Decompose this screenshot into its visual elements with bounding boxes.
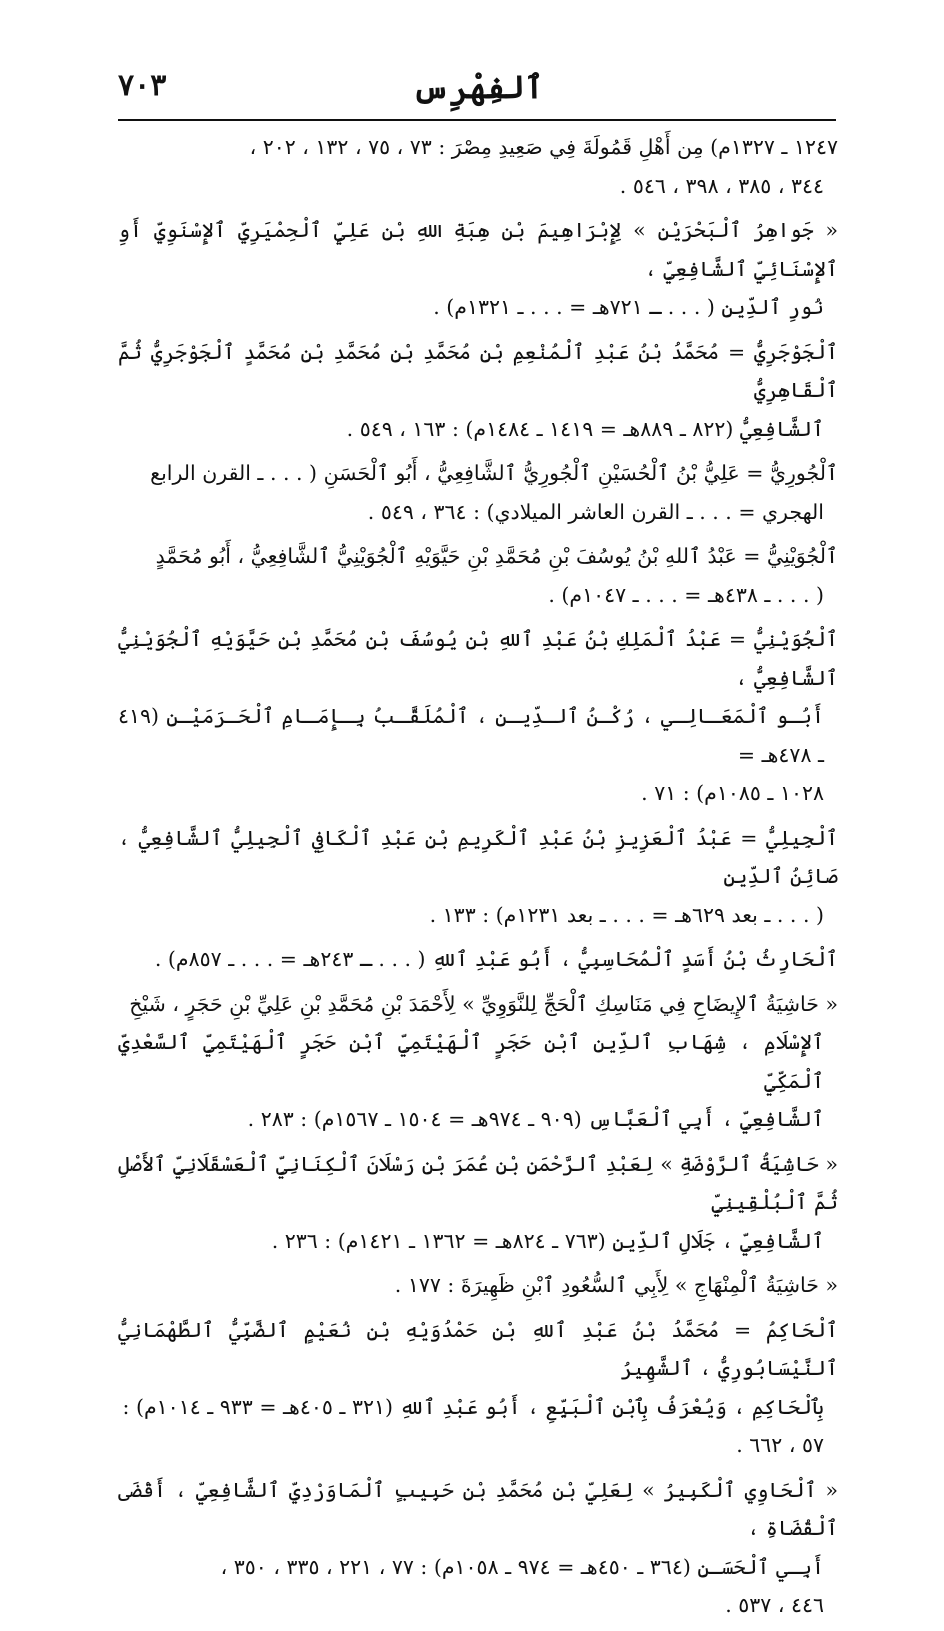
header-divider: [118, 119, 836, 121]
index-entry: [118, 333, 838, 449]
index-entry: [118, 211, 838, 327]
entry-continuation-line: ٱلشَّافِعِيِّ ، أَبِي ٱلْعَبَّاسِ (٩٠٩ ـ ٩٧٤هـ = ١٥٠٤ ـ ١٥٦٧م) : ٢٨٣ .: [247, 1107, 824, 1131]
page-header: [118, 62, 838, 120]
entry-headword-line: ١٢٤٧ ـ ١٣٢٧م) مِن أَهْلِ قَمُولَةَ فِي صَعِيدِ مِصْرَ : ٧٣ ، ٧٥ ، ١٣٢ ، ٢٠٢ ،: [249, 135, 838, 159]
index-entry: [118, 1266, 838, 1305]
entry-headword-line: ٱلْحَاكِمُ = مُحَمَّدُ بْنُ عَبْدِ ٱللهِ بْنِ حَمْدُوَيْهِ بْنِ نُعَيْمٍ ٱلضَّبِّيُّ ٱلطَّهْمَانِيُّ ٱلنَّيْسَابُورِيُّ ، ٱلشَّهِيرُ: [118, 1317, 838, 1380]
entry-headword-line: « جَواهِرُ ٱلْبَحْرَيْنِ » لِإِبْرَاهِيمَ بْنِ هِبَةِ اللهِ بْنِ عَلِيٍّ ٱلْحِمْيَرِيِّ ٱلإِسْنَوِيِّ أَوِ ٱلإِسْنَائِيِّ ٱلشَّافِعِيِّ ،: [118, 218, 838, 281]
index-entry: [118, 985, 838, 1139]
index-entry: [118, 454, 838, 531]
entry-headword-line: « حَاشِيَةُ ٱلإِيضَاحِ فِي مَنَاسِكِ ٱلْحَجِّ لِلنَّوَوِيِّ » لِأَحْمَدَ بْنِ مُحَمَّدِ بْنِ عَلِيِّ بْنِ حَجَرٍ ، شَيْخِ: [129, 991, 838, 1016]
entry-continuation-line: ٤٤٦ ، ٥٣٧ .: [725, 1593, 824, 1617]
entry-continuation-line: ٱلشَّافِعِيُّ (٨٢٢ ـ ٨٨٩هـ = ١٤١٩ ـ ١٤٨٤م) : ١٦٣ ، ٥٤٩ .: [346, 416, 824, 441]
entry-headword-line: ٱلْجُوَيْنِيُّ = عَبْدُ ٱلْمَلِكِ بْنُ عَبْدِ ٱللهِ بْنِ يُوسُفَ بْنِ مُحَمَّدِ بْنِ حَيَّوَيْهِ ٱلْجُوَيْنِيُّ ٱلشَّافِعِيُّ ،: [118, 627, 838, 690]
entry-continuation-line: ( . . . ـ بعد ٦٢٩هـ = . . . ـ بعد ١٢٣١م) : ١٣٣ .: [429, 902, 824, 927]
entry-continuation-line: ( . . . ـ ٤٣٨هـ = . . . ـ ١٠٤٧م) .: [548, 582, 824, 607]
page-number: ٧٠٣: [118, 68, 167, 103]
index-entry: [118, 819, 838, 935]
entry-continuation-line: ٥٧ ، ٦٦٢ .: [736, 1433, 824, 1457]
index-entries: [118, 128, 838, 1631]
entry-headword-line: ٱلْجَوْجَرِيُّ = مُحَمَّدُ بْنُ عَبْدِ ٱلْمُنْعِمِ بْنِ مُحَمَّدِ بْنِ مُحَمَّدِ بْنِ مُحَمَّدٍ ٱلْجَوْجَرِيُّ ثُمَّ ٱلْقَاهِرِيُّ: [118, 339, 838, 402]
entry-headword-line: ٱلْجُوَيْنِيُّ = عَبْدُ ٱللهِ بْنُ يُوسُفَ بْنِ مُحَمَّدِ بْنِ حَيَّوَيْهِ ٱلْجُوَيْنِيُّ ٱلشَّافِعِيُّ ، أَبُو مُحَمَّدٍ: [155, 544, 838, 568]
index-entry: [118, 1311, 838, 1465]
entry-continuation-line: نُورِ ٱلدِّينِ ( . . . ـ ٧٢١هـ = . . . ـ ١٣٢١م) .: [433, 295, 824, 319]
index-entry: [118, 128, 838, 205]
index-entry: [118, 940, 838, 979]
index-entry: [118, 1145, 838, 1261]
entry-headword-line: « حَاشِيَةُ ٱلرَّوْضَةِ » لِعَبْدِ ٱلرَّحْمَنِ بْنِ عُمَرَ بْنِ رَسْلَانَ ٱلْكِنَانِيِّ ٱلْعَسْقَلَانِيِّ ٱلأَصْلِ ثُمَّ ٱلْبُلْقِينِيِّ: [118, 1151, 838, 1214]
entry-continuation-line: أَبِـي ٱلْحَسَـنِ (٣٦٤ ـ ٤٥٠هـ = ٩٧٤ ـ ١٠٥٨م) : ٧٧ ، ٢٢١ ، ٣٣٥ ، ٣٥٠ ،: [220, 1554, 824, 1579]
entry-headword-line: ٱلْجُورِيُّ = عَلِيُّ بْنُ ٱلْحُسَيْنِ ٱلْجُورِيُّ ٱلشَّافِعِيُّ ، أَبُو ٱلْحَسَنِ ( . . . ـ القرن الرابع: [150, 461, 838, 485]
index-entry: [118, 1471, 838, 1625]
entry-continuation-line: الهجري = . . . ـ القرن العاشر الميلادي) : ٣٦٤ ، ٥٤٩ .: [367, 499, 824, 524]
entry-continuation-line: ٱلإِسْلَامِ ، شِهَابِ ٱلدِّينِ ٱبْنِ حَجَرٍ ٱلْهَيْتَمِيِّ ٱبْنِ حَجَرٍ ٱلْهَيْتَمِيِّ ٱلسَّعْدِيِّ ٱلْمَكِّيِّ: [118, 1030, 824, 1093]
entry-headword-line: ٱلْحَارِثُ بْنُ أَسَدٍ ٱلْمُحَاسِبِيُّ ، أَبُو عَبْدِ ٱللهِ ( . . . ـ ٢٤٣هـ = . . . ـ ٨٥٧م) .: [154, 947, 838, 971]
entry-continuation-line: ١٠٢٨ ـ ١٠٨٥م) : ٧١ .: [641, 781, 824, 805]
index-entry: [118, 620, 838, 813]
index-entry: [118, 537, 838, 614]
entry-headword-line: ٱلْجِيلِيُّ = عَبْدُ ٱلْعَزِيزِ بْنُ عَبْدِ ٱلْكَرِيمِ بْنِ عَبْدِ ٱلْكَافِي ٱلْجِيلِيُّ ٱلشَّافِعِيُّ ، صَائِنُ ٱلدِّينِ: [118, 825, 838, 888]
entry-headword-line: « حَاشِيَةُ ٱلْمِنْهَاجِ » لِأَبِي ٱلسُّعُودِ ٱبْنِ ظَهِيرَةَ : ١٧٧ .: [394, 1273, 838, 1297]
entry-continuation-line: بِٱلْحَاكِمِ ، وَيُعْرَفُ بِٱبْنِ ٱلْبَيِّعِ ، أَبُو عَبْدِ ٱللهِ (٣٢١ ـ ٤٠٥هـ = ٩٣٣ ـ ١٠١٤م) :: [122, 1394, 824, 1419]
entry-headword-line: « ٱلْحَاوِي ٱلْكَبِيرُ » لِعَلِيِّ بْنِ مُحَمَّدِ بْنِ حَبِيبٍ ٱلْمَاوَرْدِيِّ ٱلشَّافِعِيِّ ، أَقْضَى ٱلْقُضَاةِ ،: [118, 1477, 838, 1540]
page-title: ٱلفِهْرِس: [412, 68, 544, 106]
entry-continuation-line: أَبُـو ٱلْمَعَـالِـي ، رُكْـنُ ٱلـدِّيـنِ ، ٱلْمُلَقَّـبُ بِـإِمَـامِ ٱلْحَـرَمَيْـنِ (٤١٩ ـ ٤٧٨هـ =: [118, 704, 824, 767]
entry-continuation-line: ٱلشَّافِعِيِّ ، جَلَالِ ٱلدِّينِ (٧٦٣ ـ ٨٢٤هـ = ١٣٦٢ ـ ١٤٢١م) : ٢٣٦ .: [271, 1228, 824, 1253]
entry-continuation-line: ٣٤٤ ، ٣٨٥ ، ٣٩٨ ، ٥٤٦ .: [619, 173, 824, 198]
